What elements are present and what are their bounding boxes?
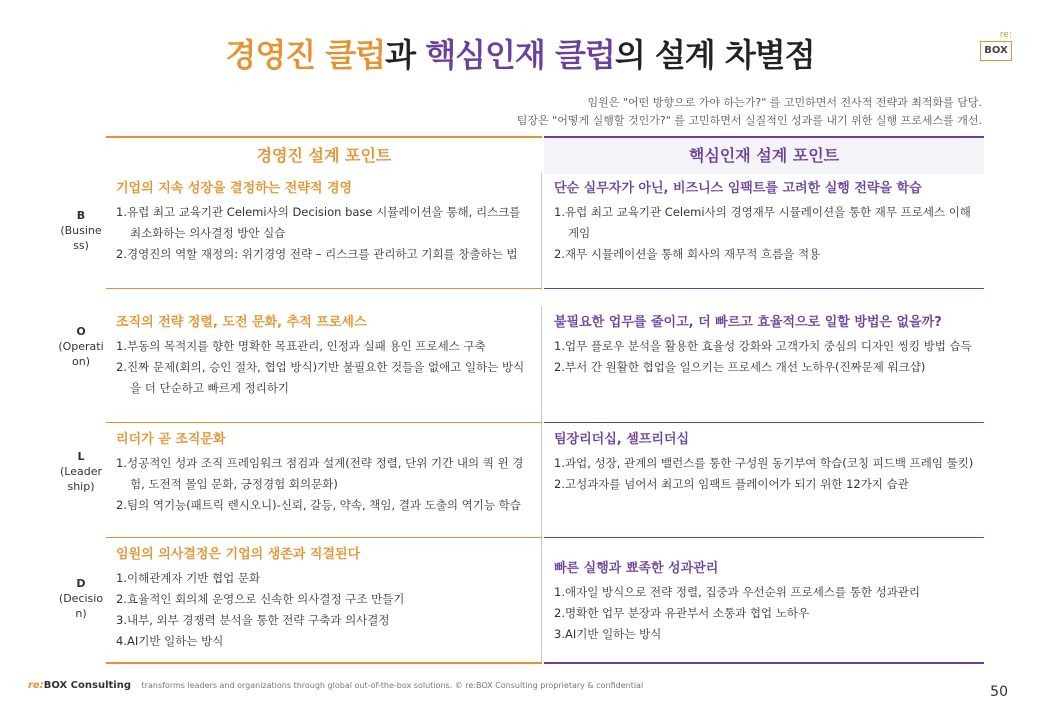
- cell-talent: [544, 423, 984, 537]
- header-exec: 경영진 설계 포인트: [106, 136, 542, 174]
- cell-heading: 리더가 곧 조직문화: [116, 432, 226, 447]
- list-item: 2.재무 시뮬레이션을 통해 회사의 재무적 흐름을 적용: [554, 247, 821, 261]
- subtitle-line-1: 임원은 "어떤 방향으로 가야 하는가?" 를 고민하면서 전사적 전략과 최적화를 담당.: [587, 96, 982, 109]
- logo-box: BOX: [980, 41, 1012, 61]
- footer-brand-name: BOX Consulting: [43, 680, 131, 691]
- footer-brand-re: re:: [28, 680, 44, 691]
- list-item: 2.팀의 역기능(패트릭 렌시오니)-신뢰, 갈등, 약속, 책임, 결과 도출의 역기능 학습: [116, 498, 521, 512]
- rebox-logo: [980, 30, 1012, 61]
- list-item: 1.업무 플로우 분석을 활용한 효율성 강화와 고객가치 중심의 디자인 씽킹 방법 습득: [554, 339, 972, 353]
- row-word: (Operation): [58, 340, 104, 368]
- title-exec-club: 경영진 클럽: [225, 36, 386, 74]
- row-operation: [0, 306, 1040, 422]
- cell-talent: [544, 172, 984, 288]
- table-bottom-border: [106, 662, 542, 664]
- row-business: [0, 172, 1040, 288]
- table-bottom-border: [544, 662, 984, 664]
- subtitle-line-2: 팀장은 "어떻게 실행할 것인가?" 를 고민하면서 실질적인 성과를 내기 위한 실행 프로세스를 개선.: [516, 114, 982, 127]
- cell-talent: [544, 538, 984, 662]
- list-item: 1.과업, 성장, 관계의 밸런스를 통한 구성원 동기부여 학습(코칭 피드백 프레임 툴킷): [554, 456, 974, 470]
- list-item: 2.효율적인 회의체 운영으로 신속한 의사결정 구조 만들기: [116, 592, 405, 606]
- row-letter: O: [76, 325, 86, 338]
- row-label-operation: [58, 324, 104, 369]
- list-item: 1.애자일 방식으로 전략 정렬, 집중과 우선순위 프로세스를 통한 성과관리: [554, 585, 921, 599]
- list-item: 1.이해관계자 기반 협업 문화: [116, 571, 261, 585]
- row-word: (Decision): [58, 592, 104, 620]
- list-item: 1.성공적인 성과 조직 프레임워크 점검과 설계(전략 정렬, 단위 기간 내의 쿽 윈 경험, 도전적 몰입 문화, 긍정경험 회의문화): [116, 456, 524, 491]
- row-letter: B: [76, 209, 86, 222]
- subtitle: [517, 94, 982, 130]
- list-item: 1.부동의 목적지를 향한 명확한 목표관리, 인정과 실패 용인 프로세스 구축: [116, 339, 486, 353]
- row-decision: [0, 538, 1040, 662]
- cell-heading: 팀장리더십, 셀프리더십: [554, 432, 690, 447]
- cell-heading: 기업의 지속 성장을 결정하는 전략적 경영: [116, 181, 353, 196]
- title-conj: 과: [385, 36, 426, 74]
- title-suffix: 의 설계 차별점: [614, 36, 815, 74]
- cell-talent: [544, 306, 984, 422]
- list-item: 3.내부, 외부 경쟁력 분석을 통한 전략 구축과 의사결정: [116, 613, 390, 627]
- cell-heading: 불필요한 업무를 줄이고, 더 빠르고 효율적으로 일할 방법은 없을까?: [554, 315, 942, 330]
- row-word: (Leadership): [59, 465, 102, 493]
- cell-heading: 빠른 실행과 뾰족한 성과관리: [554, 561, 719, 576]
- row-leadership: [0, 423, 1040, 537]
- row-word: (Business): [60, 224, 102, 252]
- list-item: 2.진짜 문제(회의, 승인 절차, 협업 방식)기반 불필요한 것들을 없애고 일하는 방식을 더 단순하고 빠르게 정리하기: [116, 360, 525, 395]
- list-item: 1.유럽 최고 교육기관 Celemi사의 Decision base 시뮬레이션을 통해, 리스크를 최소화하는 의사결정 방안 실습: [116, 205, 521, 240]
- cell-heading: 조직의 전략 정렬, 도전 문화, 추적 프로세스: [116, 315, 367, 330]
- row-letter: L: [77, 450, 85, 463]
- cell-heading: 단순 실무자가 아닌, 비즈니스 임팩트를 고려한 실행 전략을 학습: [554, 181, 922, 196]
- list-item: 2.부서 간 원활한 협업을 일으키는 프로세스 개선 노하우(진짜문제 워크샵): [554, 360, 926, 374]
- footer: [28, 680, 643, 691]
- cell-exec: [106, 172, 542, 288]
- divider: [106, 288, 542, 289]
- list-item: 2.경영진의 역할 재정의: 위기경영 전략 – 리스크를 관리하고 기회를 창출하는 법: [116, 247, 518, 261]
- row-label-business: [58, 208, 104, 253]
- cell-exec: [106, 538, 542, 662]
- row-label-leadership: [58, 449, 104, 494]
- title-talent-club: 핵심인재 클럽: [425, 36, 615, 74]
- cell-exec: [106, 306, 542, 422]
- list-item: 2.명확한 업무 분장과 유관부서 소통과 협업 노하우: [554, 606, 810, 620]
- list-item: 3.AI기반 일하는 방식: [554, 627, 662, 641]
- cell-exec: [106, 423, 542, 537]
- list-item: 4.AI기반 일하는 방식: [116, 634, 224, 648]
- divider: [544, 288, 984, 289]
- page-number: 50: [990, 684, 1008, 700]
- row-label-decision: [58, 576, 104, 621]
- header-talent: 핵심인재 설계 포인트: [544, 136, 984, 174]
- footer-tagline: transforms leaders and organizations through global out-of-the-box solutions. © re:BOX Consulting proprietary & confidential: [141, 681, 644, 690]
- footer-brand: [28, 680, 131, 691]
- row-letter: D: [76, 577, 86, 590]
- cell-heading: 임원의 의사결정은 기업의 생존과 직결된다: [116, 547, 361, 562]
- logo-re: re:: [999, 30, 1012, 40]
- list-item: 1.유럽 최고 교육기관 Celemi사의 경영재무 시뮬레이션을 통한 재무 프로세스 이해 게임: [554, 205, 971, 240]
- page-title: [0, 30, 1040, 76]
- list-item: 2.고성과자를 넘어서 최고의 임팩트 플레이어가 되기 위한 12가지 습관: [554, 477, 909, 491]
